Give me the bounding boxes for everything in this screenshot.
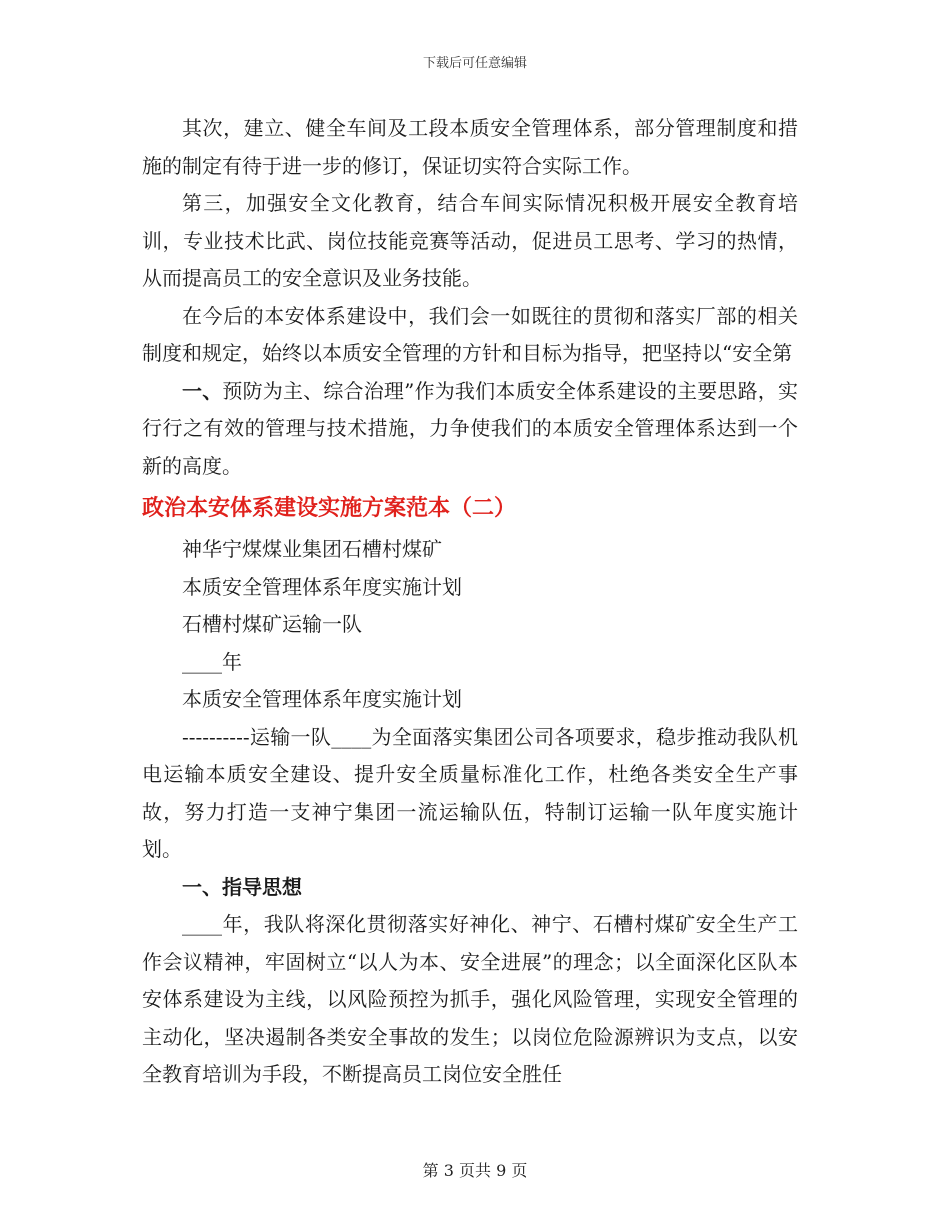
page-footer: 第 3 页共 9 页 [422, 1161, 528, 1180]
paragraph: 第三，加强安全文化教育，结合车间实际情况积极开展安全教育培训，专业技术比武、岗位技能竞赛等活动，促进员工思考、学习的热情，从而提高员工的安全意识及业务技能。 [142, 191, 798, 290]
doc-line: 本质安全管理体系年度实施计划 [182, 574, 462, 599]
numbered-paragraph [142, 373, 798, 486]
numbered-lead: 一、 [182, 378, 223, 403]
doc-line: 石槽村煤矿运输一队 [182, 612, 362, 636]
heading-guiding-ideology: 一、指导思想 [182, 874, 302, 899]
document-body [142, 110, 798, 1094]
intro-paragraph: ----------运输一队____为全面落实集团公司各项要求，稳步推动我队机电运输本质安全建设、提升安全质量标准化工作，杜绝各类安全生产事故，努力打造一支神宁集团一流运输队伍，特制订运输一队年度实施计划。 [142, 724, 798, 861]
paragraph: 其次，建立、健全车间及工段本质安全管理体系，部分管理制度和措施的制定有待于进一步的修订，保证切实符合实际工作。 [142, 116, 798, 178]
guiding-paragraph: ____年，我队将深化贯彻落实好神化、神宁、石槽村煤矿安全生产工作会议精神，牢固树立“以人为本、安全进展”的理念；以全面深化区队本安体系建设为主线，以风险预控为抓手，强化风险管理，实现安全管理的主动化，坚决遏制各类安全事故的发生；以岗位危险源辨识为支点，以安全教育培训为手段，不断提高员工岗位安全胜任 [142, 912, 798, 1086]
page-header: 下载后可任意编辑 [422, 56, 527, 71]
section-title: 政治本安体系建设实施方案范本（二） [142, 495, 517, 521]
doc-line: 神华宁煤煤业集团石槽村煤矿 [182, 537, 442, 561]
doc-line: ____年 [182, 649, 242, 674]
numbered-text: 预防为主、综合治理”作为我们本质安全体系建设的主要思路，实行行之有效的管理与技术措施，力争使我们的本质安全管理体系达到一个新的高度。 [142, 378, 798, 478]
paragraph: 在今后的本安体系建设中，我们会一如既往的贯彻和落实厂部的相关制度和规定，始终以本质安全管理的方针和目标为指导，把坚持以“安全第 [142, 303, 798, 365]
doc-line: 本质安全管理体系年度实施计划 [182, 687, 462, 711]
